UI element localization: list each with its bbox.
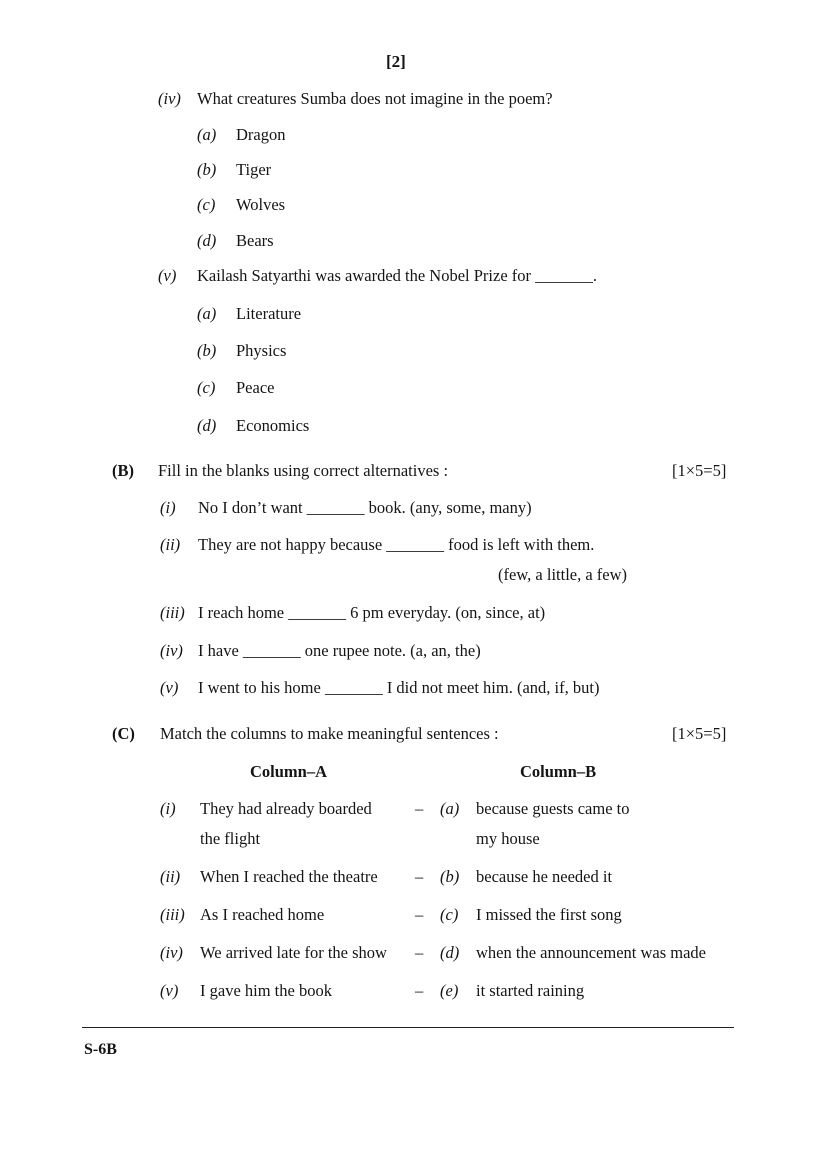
section-label: (C) bbox=[112, 724, 135, 743]
item-text: I went to his home _______ I did not meet him. (and, if, but) bbox=[198, 678, 600, 697]
option-text: Wolves bbox=[236, 195, 286, 214]
question-number: (v) bbox=[158, 266, 177, 285]
option-text: Tiger bbox=[236, 160, 272, 179]
option-label: (d) bbox=[197, 231, 217, 250]
item-number: (iii) bbox=[160, 603, 185, 622]
item-text: I have _______ one rupee note. (a, an, the) bbox=[198, 641, 481, 660]
row-number: (v) bbox=[160, 981, 179, 1000]
option-text: Physics bbox=[236, 341, 287, 360]
option-label: (b) bbox=[197, 341, 217, 360]
dash: – bbox=[415, 799, 424, 818]
column-b-text: when the announcement was made bbox=[476, 943, 707, 962]
column-b-text: because guests came to bbox=[476, 799, 630, 818]
column-a-text: We arrived late for the show bbox=[200, 943, 387, 962]
page-number: [2] bbox=[386, 52, 406, 71]
row-number: (ii) bbox=[160, 867, 181, 886]
column-b-letter: (a) bbox=[440, 799, 460, 818]
section-label: (B) bbox=[112, 461, 134, 480]
dash: – bbox=[415, 943, 424, 962]
column-b-text-continued: my house bbox=[476, 829, 540, 848]
column-b-letter: (c) bbox=[440, 905, 459, 924]
column-a-text: As I reached home bbox=[200, 905, 325, 924]
footer-rule bbox=[82, 1027, 734, 1028]
item-number: (ii) bbox=[160, 535, 181, 554]
column-b-text: it started raining bbox=[476, 981, 585, 1000]
item-number: (i) bbox=[160, 498, 176, 517]
question-text: Kailash Satyarthi was awarded the Nobel Prize for _______. bbox=[197, 266, 598, 285]
section-title: Match the columns to make meaningful sentences : bbox=[160, 724, 499, 743]
dash: – bbox=[415, 905, 424, 924]
dash: – bbox=[415, 981, 424, 1000]
item-text: I reach home _______ 6 pm everyday. (on, since, at) bbox=[198, 603, 546, 622]
column-a-text: I gave him the book bbox=[200, 981, 332, 1000]
option-text: Literature bbox=[236, 304, 302, 323]
option-label: (d) bbox=[197, 416, 217, 435]
option-label: (c) bbox=[197, 195, 216, 214]
column-a-header: Column–A bbox=[250, 762, 328, 781]
section-marks: [1×5=5] bbox=[672, 724, 727, 743]
column-b-header: Column–B bbox=[520, 762, 597, 781]
option-text: Peace bbox=[236, 378, 275, 397]
column-b-letter: (b) bbox=[440, 867, 460, 886]
option-label: (a) bbox=[197, 304, 217, 323]
column-b-letter: (e) bbox=[440, 981, 459, 1000]
row-number: (i) bbox=[160, 799, 176, 818]
column-b-letter: (d) bbox=[440, 943, 460, 962]
item-text: No I don’t want _______ book. (any, some, many) bbox=[198, 498, 532, 517]
dash: – bbox=[415, 867, 424, 886]
item-number: (v) bbox=[160, 678, 179, 697]
footer-code: S-6B bbox=[84, 1041, 117, 1058]
section-marks: [1×5=5] bbox=[672, 461, 727, 480]
column-a-text-continued: the flight bbox=[200, 829, 261, 848]
item-options: (few, a little, a few) bbox=[498, 565, 628, 584]
item-number: (iv) bbox=[160, 641, 183, 660]
option-label: (a) bbox=[197, 125, 217, 144]
option-label: (c) bbox=[197, 378, 216, 397]
column-b-text: I missed the first song bbox=[476, 905, 622, 924]
column-a-text: They had already boarded bbox=[200, 799, 372, 818]
row-number: (iii) bbox=[160, 905, 185, 924]
question-number: (iv) bbox=[158, 89, 181, 108]
row-number: (iv) bbox=[160, 943, 183, 962]
column-b-text: because he needed it bbox=[476, 867, 613, 886]
item-text: They are not happy because _______ food is left with them. bbox=[198, 535, 595, 554]
option-label: (b) bbox=[197, 160, 217, 179]
question-text: What creatures Sumba does not imagine in the poem? bbox=[197, 89, 553, 108]
option-text: Economics bbox=[236, 416, 310, 435]
section-title: Fill in the blanks using correct alternatives : bbox=[158, 461, 449, 480]
option-text: Dragon bbox=[236, 125, 286, 144]
column-a-text: When I reached the theatre bbox=[200, 867, 378, 886]
option-text: Bears bbox=[236, 231, 274, 250]
